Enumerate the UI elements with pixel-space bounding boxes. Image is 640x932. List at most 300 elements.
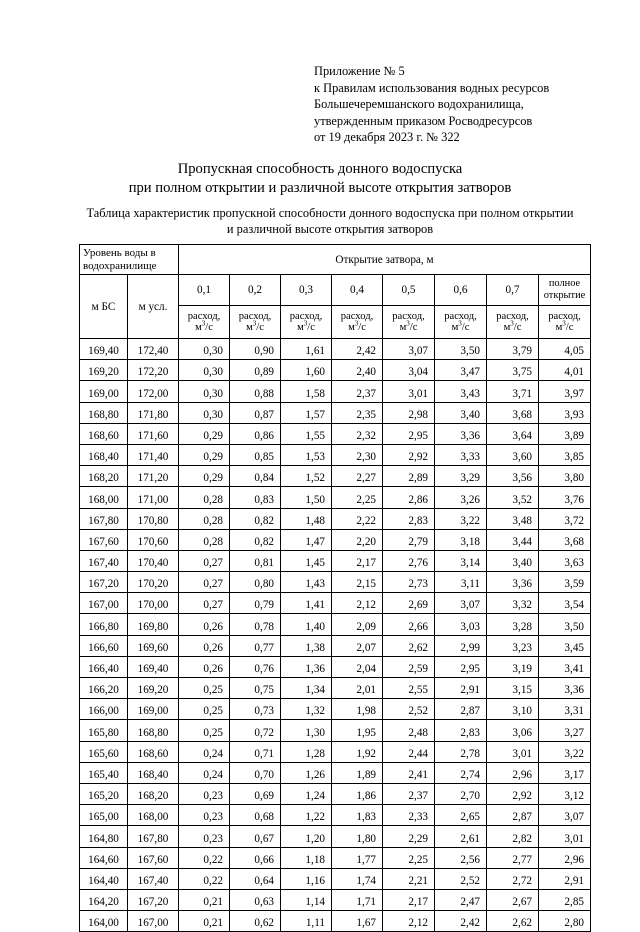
- flow-cell: 2,76: [383, 550, 435, 571]
- flow-cell: 2,69: [383, 593, 435, 614]
- capacity-table-container: [79, 244, 591, 932]
- flow-cell: 3,22: [539, 741, 591, 762]
- flow-cell: 0,30: [179, 339, 230, 360]
- flow-cell: 0,21: [179, 911, 230, 932]
- flow-cell: 1,53: [281, 444, 332, 465]
- level-bs-cell: 168,40: [80, 444, 128, 465]
- flow-cell: 2,17: [383, 889, 435, 910]
- table-row: [80, 360, 591, 381]
- flow-cell: 3,01: [539, 826, 591, 847]
- table-row: [80, 720, 591, 741]
- flow-cell: 2,44: [383, 741, 435, 762]
- capacity-table: [79, 244, 591, 932]
- table-row: [80, 783, 591, 804]
- flow-unit-exponent: 3: [303, 319, 308, 328]
- table-row: [80, 529, 591, 550]
- flow-cell: 2,74: [435, 762, 487, 783]
- table-row: [80, 550, 591, 571]
- flow-cell: 2,91: [435, 678, 487, 699]
- flow-cell: 3,11: [435, 572, 487, 593]
- flow-cell: 1,57: [281, 402, 332, 423]
- flow-cell: 2,15: [332, 572, 383, 593]
- flow-cell: 2,27: [332, 466, 383, 487]
- flow-cell: 2,91: [539, 868, 591, 889]
- page-title: [0, 160, 640, 198]
- flow-cell: 3,12: [539, 783, 591, 804]
- level-usl-cell: 172,40: [128, 339, 179, 360]
- flow-cell: 3,40: [435, 402, 487, 423]
- table-row: [80, 423, 591, 444]
- flow-cell: 2,95: [435, 656, 487, 677]
- flow-cell: 3,85: [539, 444, 591, 465]
- flow-unit-tail: /с: [358, 322, 366, 333]
- flow-cell: 2,87: [435, 699, 487, 720]
- flow-unit-tail: /с: [307, 322, 315, 333]
- flow-unit-tail: /с: [256, 322, 264, 333]
- flow-cell: 1,20: [281, 826, 332, 847]
- flow-cell: 2,86: [383, 487, 435, 508]
- flow-cell: 0,69: [230, 783, 281, 804]
- flow-cell: 2,40: [332, 360, 383, 381]
- level-usl-cell: 170,00: [128, 593, 179, 614]
- level-usl-cell: 168,20: [128, 783, 179, 804]
- level-usl-cell: 167,40: [128, 868, 179, 889]
- level-usl-cell: 169,00: [128, 699, 179, 720]
- flow-cell: 1,80: [332, 826, 383, 847]
- flow-cell: 2,04: [332, 656, 383, 677]
- level-usl-cell: 171,60: [128, 423, 179, 444]
- level-bs-cell: 164,80: [80, 826, 128, 847]
- level-usl-cell: 172,00: [128, 381, 179, 402]
- flow-cell: 3,44: [487, 529, 539, 550]
- level-bs-cell: 169,40: [80, 339, 128, 360]
- level-usl-cell: 168,80: [128, 720, 179, 741]
- table-row: [80, 381, 591, 402]
- column-header-m-bs: м БС: [80, 275, 128, 339]
- flow-unit-exponent: 3: [562, 319, 566, 328]
- flow-cell: 3,97: [539, 381, 591, 402]
- flow-cell: 1,77: [332, 847, 383, 868]
- flow-cell: 1,52: [281, 466, 332, 487]
- flow-cell: 0,22: [179, 847, 230, 868]
- flow-cell: 0,82: [230, 508, 281, 529]
- flow-cell: 0,77: [230, 635, 281, 656]
- flow-cell: 3,29: [435, 466, 487, 487]
- flow-cell: 0,28: [179, 529, 230, 550]
- flow-cell: 3,36: [435, 423, 487, 444]
- flow-unit-exponent: 3: [406, 319, 410, 328]
- flow-cell: 3,64: [487, 423, 539, 444]
- flow-cell: 0,82: [230, 529, 281, 550]
- table-row: [80, 635, 591, 656]
- level-bs-cell: 164,00: [80, 911, 128, 932]
- flow-cell: 2,83: [435, 720, 487, 741]
- flow-cell: 3,79: [487, 339, 539, 360]
- flow-cell: 2,72: [487, 868, 539, 889]
- flow-cell: 0,23: [179, 826, 230, 847]
- flow-cell: 3,06: [487, 720, 539, 741]
- level-bs-cell: 167,40: [80, 550, 128, 571]
- opening-header-6: 0,7: [487, 275, 539, 306]
- level-usl-cell: 167,80: [128, 826, 179, 847]
- level-usl-cell: 170,80: [128, 508, 179, 529]
- flow-cell: 3,07: [435, 593, 487, 614]
- appendix-reservoir: Большечеремшанского водохранилища,: [314, 97, 524, 112]
- flow-cell: 0,62: [230, 911, 281, 932]
- flow-cell: 2,56: [435, 847, 487, 868]
- table-row: [80, 339, 591, 360]
- level-bs-cell: 165,80: [80, 720, 128, 741]
- flow-cell: 3,26: [435, 487, 487, 508]
- flow-cell: 3,36: [487, 572, 539, 593]
- flow-cell: 0,22: [179, 868, 230, 889]
- flow-cell: 0,29: [179, 466, 230, 487]
- flow-unit-tail: /с: [205, 322, 213, 333]
- flow-cell: 1,95: [332, 720, 383, 741]
- flow-cell: 0,70: [230, 762, 281, 783]
- flow-cell: 3,40: [487, 550, 539, 571]
- flow-unit-exponent: 3: [510, 319, 514, 328]
- flow-cell: 2,89: [383, 466, 435, 487]
- flow-cell: 0,24: [179, 762, 230, 783]
- appendix-rules: к Правилам использования водных ресурсов: [314, 80, 550, 95]
- flow-unit-exponent: 3: [201, 319, 206, 328]
- table-row: [80, 868, 591, 889]
- flow-cell: 1,41: [281, 593, 332, 614]
- level-usl-cell: 171,40: [128, 444, 179, 465]
- flow-cell: 3,59: [539, 572, 591, 593]
- appendix-date: от 19 декабря 2023 г. № 322: [314, 130, 460, 145]
- flow-cell: 3,45: [539, 635, 591, 656]
- level-bs-cell: 167,20: [80, 572, 128, 593]
- flow-unit-tail: /с: [461, 322, 470, 333]
- flow-label: расход,: [496, 310, 529, 322]
- flow-cell: 1,26: [281, 762, 332, 783]
- flow-cell: 2,77: [487, 847, 539, 868]
- flow-label: расход,: [340, 310, 374, 322]
- flow-cell: 2,07: [332, 635, 383, 656]
- flow-cell: 1,74: [332, 868, 383, 889]
- flow-cell: 1,98: [332, 699, 383, 720]
- opening-header-5: 0,6: [435, 275, 487, 306]
- flow-cell: 3,89: [539, 423, 591, 444]
- table-row: [80, 593, 591, 614]
- flow-cell: 1,89: [332, 762, 383, 783]
- flow-cell: 3,76: [539, 487, 591, 508]
- flow-cell: 0,23: [179, 783, 230, 804]
- flow-cell: 1,83: [332, 805, 383, 826]
- opening-header-2: 0,3: [281, 275, 332, 306]
- flow-cell: 2,59: [383, 656, 435, 677]
- level-usl-cell: 167,00: [128, 911, 179, 932]
- flow-cell: 2,35: [332, 402, 383, 423]
- flow-cell: 0,67: [230, 826, 281, 847]
- flow-cell: 3,01: [383, 381, 435, 402]
- flow-cell: 2,30: [332, 444, 383, 465]
- level-usl-cell: 170,40: [128, 550, 179, 571]
- appendix-header: [314, 63, 614, 146]
- flow-cell: 3,01: [487, 741, 539, 762]
- flow-cell: 1,47: [281, 529, 332, 550]
- flow-cell: 2,12: [332, 593, 383, 614]
- flow-cell: 2,47: [435, 889, 487, 910]
- flow-cell: 2,78: [435, 741, 487, 762]
- flow-label: расход,: [289, 310, 323, 322]
- gate-opening-header: Открытие затвора, м: [179, 245, 591, 275]
- flow-cell: 1,86: [332, 783, 383, 804]
- flow-unit-header-3: [332, 306, 383, 339]
- flow-cell: 3,52: [487, 487, 539, 508]
- flow-unit-header-1: [230, 306, 281, 339]
- flow-unit-header-6: [487, 306, 539, 339]
- flow-label: расход,: [392, 310, 425, 322]
- flow-cell: 1,92: [332, 741, 383, 762]
- flow-cell: 2,92: [383, 444, 435, 465]
- flow-cell: 3,03: [435, 614, 487, 635]
- level-usl-cell: 169,60: [128, 635, 179, 656]
- flow-cell: 4,05: [539, 339, 591, 360]
- flow-unit-exponent: 3: [354, 319, 359, 328]
- flow-label: расход,: [238, 310, 272, 322]
- level-usl-cell: 168,40: [128, 762, 179, 783]
- flow-cell: 1,40: [281, 614, 332, 635]
- flow-cell: 1,50: [281, 487, 332, 508]
- flow-unit-exponent: 3: [458, 319, 462, 328]
- level-usl-cell: 168,60: [128, 741, 179, 762]
- flow-cell: 1,55: [281, 423, 332, 444]
- flow-cell: 2,29: [383, 826, 435, 847]
- flow-label: расход,: [548, 310, 581, 322]
- level-usl-cell: 169,40: [128, 656, 179, 677]
- table-row: [80, 656, 591, 677]
- flow-unit-header-2: [281, 306, 332, 339]
- level-bs-cell: 164,20: [80, 889, 128, 910]
- level-bs-cell: 169,00: [80, 381, 128, 402]
- opening-header-7: полное открытие: [539, 275, 591, 306]
- flow-cell: 2,37: [332, 381, 383, 402]
- level-bs-cell: 164,60: [80, 847, 128, 868]
- level-usl-cell: 169,80: [128, 614, 179, 635]
- flow-cell: 0,84: [230, 466, 281, 487]
- flow-cell: 1,71: [332, 889, 383, 910]
- flow-cell: 0,64: [230, 868, 281, 889]
- flow-cell: 3,10: [487, 699, 539, 720]
- flow-cell: 3,32: [487, 593, 539, 614]
- flow-cell: 0,87: [230, 402, 281, 423]
- appendix-number: Приложение № 5: [314, 64, 405, 78]
- flow-unit: м: [555, 322, 563, 333]
- flow-cell: 3,07: [383, 339, 435, 360]
- flow-cell: 3,17: [539, 762, 591, 783]
- flow-cell: 2,37: [383, 783, 435, 804]
- table-row: [80, 911, 591, 932]
- flow-cell: 3,14: [435, 550, 487, 571]
- table-row: [80, 826, 591, 847]
- flow-cell: 3,60: [487, 444, 539, 465]
- flow-cell: 4,01: [539, 360, 591, 381]
- table-row: [80, 741, 591, 762]
- flow-cell: 0,68: [230, 805, 281, 826]
- flow-unit-exponent: 3: [252, 319, 257, 328]
- level-usl-cell: 171,20: [128, 466, 179, 487]
- flow-cell: 0,21: [179, 889, 230, 910]
- flow-cell: 1,30: [281, 720, 332, 741]
- table-row: [80, 699, 591, 720]
- flow-cell: 0,29: [179, 444, 230, 465]
- flow-cell: 2,41: [383, 762, 435, 783]
- flow-cell: 1,11: [281, 911, 332, 932]
- flow-cell: 3,54: [539, 593, 591, 614]
- flow-cell: 1,32: [281, 699, 332, 720]
- flow-cell: 0,27: [179, 593, 230, 614]
- flow-cell: 0,83: [230, 487, 281, 508]
- flow-unit: м: [503, 322, 511, 333]
- flow-cell: 3,31: [539, 699, 591, 720]
- level-bs-cell: 167,60: [80, 529, 128, 550]
- flow-cell: 2,96: [487, 762, 539, 783]
- level-bs-cell: 168,60: [80, 423, 128, 444]
- flow-cell: 3,04: [383, 360, 435, 381]
- table-row: [80, 762, 591, 783]
- level-usl-cell: 167,20: [128, 889, 179, 910]
- flow-cell: 2,95: [383, 423, 435, 444]
- table-row: [80, 889, 591, 910]
- flow-cell: 3,71: [487, 381, 539, 402]
- flow-cell: 0,23: [179, 805, 230, 826]
- flow-cell: 3,68: [487, 402, 539, 423]
- flow-cell: 3,27: [539, 720, 591, 741]
- table-body: [80, 339, 591, 932]
- flow-cell: 2,42: [435, 911, 487, 932]
- flow-cell: 0,27: [179, 550, 230, 571]
- table-row: [80, 466, 591, 487]
- flow-cell: 3,22: [435, 508, 487, 529]
- flow-cell: 2,99: [435, 635, 487, 656]
- flow-cell: 0,26: [179, 656, 230, 677]
- opening-header-3: 0,4: [332, 275, 383, 306]
- level-bs-cell: 165,20: [80, 783, 128, 804]
- flow-cell: 3,50: [435, 339, 487, 360]
- flow-cell: 1,36: [281, 656, 332, 677]
- flow-cell: 0,85: [230, 444, 281, 465]
- flow-cell: 0,25: [179, 720, 230, 741]
- level-usl-cell: 168,00: [128, 805, 179, 826]
- flow-cell: 2,65: [435, 805, 487, 826]
- flow-cell: 2,48: [383, 720, 435, 741]
- flow-cell: 2,80: [539, 911, 591, 932]
- table-row: [80, 508, 591, 529]
- flow-cell: 0,24: [179, 741, 230, 762]
- level-bs-cell: 165,40: [80, 762, 128, 783]
- flow-unit: м: [348, 322, 355, 333]
- flow-cell: 1,24: [281, 783, 332, 804]
- flow-cell: 2,25: [383, 847, 435, 868]
- flow-cell: 3,07: [539, 805, 591, 826]
- flow-cell: 1,18: [281, 847, 332, 868]
- flow-cell: 2,73: [383, 572, 435, 593]
- flow-cell: 0,79: [230, 593, 281, 614]
- flow-cell: 3,50: [539, 614, 591, 635]
- level-usl-cell: 170,60: [128, 529, 179, 550]
- flow-cell: 2,61: [435, 826, 487, 847]
- flow-cell: 1,45: [281, 550, 332, 571]
- flow-cell: 1,16: [281, 868, 332, 889]
- flow-cell: 0,90: [230, 339, 281, 360]
- flow-cell: 1,58: [281, 381, 332, 402]
- flow-cell: 0,88: [230, 381, 281, 402]
- flow-cell: 2,52: [383, 699, 435, 720]
- flow-label: расход,: [444, 310, 477, 322]
- flow-cell: 1,38: [281, 635, 332, 656]
- appendix-approval: утвержденным приказом Росводресурсов: [314, 113, 533, 128]
- flow-cell: 0,30: [179, 402, 230, 423]
- flow-unit-header-0: [179, 306, 230, 339]
- flow-cell: 3,41: [539, 656, 591, 677]
- flow-cell: 0,25: [179, 678, 230, 699]
- flow-unit-tail: /с: [409, 322, 418, 333]
- flow-cell: 0,63: [230, 889, 281, 910]
- table-caption-line-2: и различной высоте открытия затворов: [226, 221, 434, 236]
- flow-cell: 2,70: [435, 783, 487, 804]
- level-usl-cell: 170,20: [128, 572, 179, 593]
- flow-cell: 2,17: [332, 550, 383, 571]
- level-usl-cell: 171,80: [128, 402, 179, 423]
- flow-cell: 1,28: [281, 741, 332, 762]
- table-row: [80, 402, 591, 423]
- flow-cell: 1,60: [281, 360, 332, 381]
- flow-unit: м: [246, 322, 253, 333]
- flow-cell: 2,42: [332, 339, 383, 360]
- flow-cell: 2,83: [383, 508, 435, 529]
- flow-cell: 1,14: [281, 889, 332, 910]
- flow-cell: 3,93: [539, 402, 591, 423]
- flow-cell: 0,29: [179, 423, 230, 444]
- table-row: [80, 487, 591, 508]
- flow-cell: 3,47: [435, 360, 487, 381]
- flow-cell: 2,98: [383, 402, 435, 423]
- flow-cell: 3,28: [487, 614, 539, 635]
- level-bs-cell: 166,40: [80, 656, 128, 677]
- table-caption-line-1: Таблица характеристик пропускной способности донного водоспуска при полном открытии: [86, 206, 574, 220]
- flow-cell: 3,43: [435, 381, 487, 402]
- flow-label: расход,: [187, 310, 221, 322]
- flow-cell: 3,18: [435, 529, 487, 550]
- flow-cell: 0,71: [230, 741, 281, 762]
- flow-cell: 2,62: [487, 911, 539, 932]
- flow-cell: 3,36: [539, 678, 591, 699]
- flow-cell: 2,82: [487, 826, 539, 847]
- opening-header-1: 0,2: [230, 275, 281, 306]
- level-bs-cell: 166,60: [80, 635, 128, 656]
- flow-cell: 0,25: [179, 699, 230, 720]
- level-bs-cell: 168,80: [80, 402, 128, 423]
- level-usl-cell: 169,20: [128, 678, 179, 699]
- level-bs-cell: 165,60: [80, 741, 128, 762]
- flow-cell: 3,63: [539, 550, 591, 571]
- level-bs-cell: 168,20: [80, 466, 128, 487]
- flow-cell: 2,92: [487, 783, 539, 804]
- flow-cell: 3,72: [539, 508, 591, 529]
- flow-unit: м: [399, 322, 407, 333]
- table-caption: [60, 206, 600, 237]
- flow-cell: 2,67: [487, 889, 539, 910]
- flow-unit: м: [297, 322, 304, 333]
- table-row: [80, 847, 591, 868]
- flow-cell: 0,80: [230, 572, 281, 593]
- flow-cell: 3,19: [487, 656, 539, 677]
- table-row: [80, 614, 591, 635]
- flow-cell: 3,56: [487, 466, 539, 487]
